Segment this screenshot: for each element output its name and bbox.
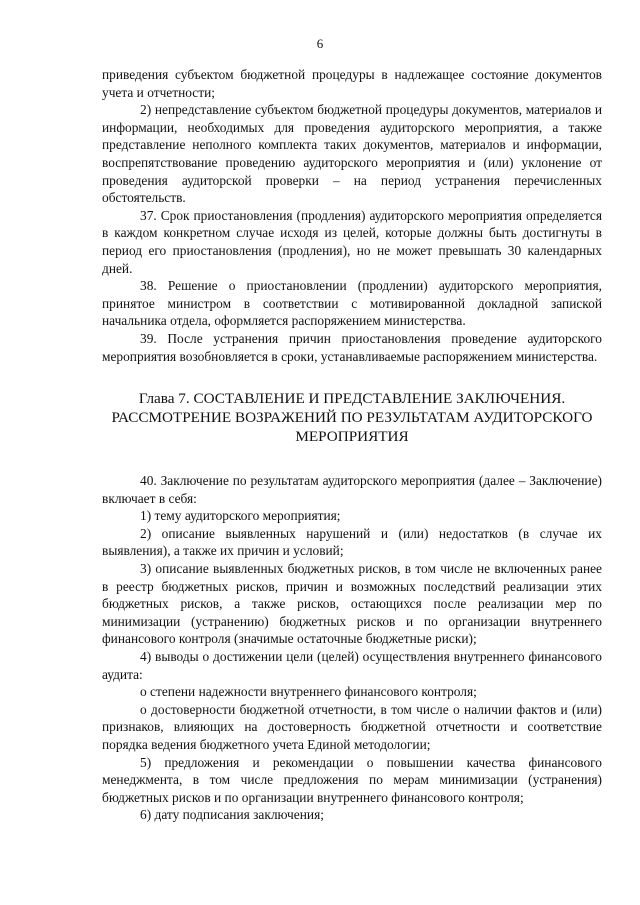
document-body xyxy=(102,66,602,824)
paragraph-item-2: 2) непредставление субъектом бюджетной процедуры документов, материалов и информации, необходимых для проведения аудиторского мероприятия, а также представление неполного комплекта таких документов, материалов и информации, воспрепятствование проведению аудиторского мероприятия и (или) уклонение от проведения аудиторской проверки – на период устранения перечисленных обстоятельств. xyxy=(102,102,602,206)
chapter-heading xyxy=(102,389,602,446)
list-item-3: 3) описание выявленных бюджетных рисков, в том числе не включенных ранее в реестр бюджетных рисков, причин и возможных последствий реализации этих бюджетных рисков, а также рисков, остающихся после реализации мер по минимизации (устранению) бюджетных рисков и по организации внутреннего финансового контроля (значимые остаточные бюджетные риски); xyxy=(102,561,602,647)
list-item-1: 1) тему аудиторского мероприятия; xyxy=(140,508,341,524)
list-item-4: 4) выводы о достижении цели (целей) осуществления внутреннего финансового аудита: xyxy=(102,649,602,682)
paragraph-38: 38. Решение о приостановлении (продлении) аудиторского мероприятия, принятое министром в соответствии с мотивированной докладной запиской начальника отдела, оформляется распоряжением министерства. xyxy=(102,278,602,329)
paragraph-37: 37. Срок приостановления (продления) аудиторского мероприятия определяется в каждом конкретном случае исходя из целей, которые должны быть достигнуты в период его приостановления (продления), но не может превышать 30 календарных дней. xyxy=(102,207,602,276)
sub-item-reliability: о степени надежности внутреннего финансового контроля; xyxy=(140,684,477,700)
sub-item-accuracy: о достоверности бюджетной отчетности, в том числе о наличии фактов и (или) признаков, влияющих на достоверность бюджетной отчетности и соответствие порядка ведения бюджетного учета Единой методологии; xyxy=(102,701,602,752)
list-item-6: 6) дату подписания заключения; xyxy=(140,807,324,823)
list-item-2: 2) описание выявленных нарушений и (или) недостатков (в случае их выявления), а также их причин и условий; xyxy=(102,525,602,559)
chapter-heading-line-2: РАССМОТРЕНИЕ ВОЗРАЖЕНИЙ ПО РЕЗУЛЬТАТАМ АУДИТОРСКОГО xyxy=(111,409,593,427)
chapter-heading-line-1: Глава 7. СОСТАВЛЕНИЕ И ПРЕДСТАВЛЕНИЕ ЗАКЛЮЧЕНИЯ. xyxy=(138,390,566,408)
list-item-5: 5) предложения и рекомендации о повышении качества финансового менеджмента, в том числе предложения по мерам минимизации (устранения) бюджетных рисков и по организации внутреннего финансового контроля; xyxy=(102,754,602,805)
paragraph-39: 39. После устранения причин приостановления проведение аудиторского мероприятия возобновляется в сроки, устанавливаемые распоряжением министерства. xyxy=(102,330,602,364)
paragraph-40: 40. Заключение по результатам аудиторского мероприятия (далее – Заключение) включает в себя: xyxy=(102,473,602,506)
paragraph-continuation: приведения субъектом бюджетной процедуры в надлежащее состояние документов учета и отчетности; xyxy=(102,67,602,100)
chapter-heading-line-3: МЕРОПРИЯТИЯ xyxy=(295,428,409,446)
page-number: 6 xyxy=(316,36,324,51)
